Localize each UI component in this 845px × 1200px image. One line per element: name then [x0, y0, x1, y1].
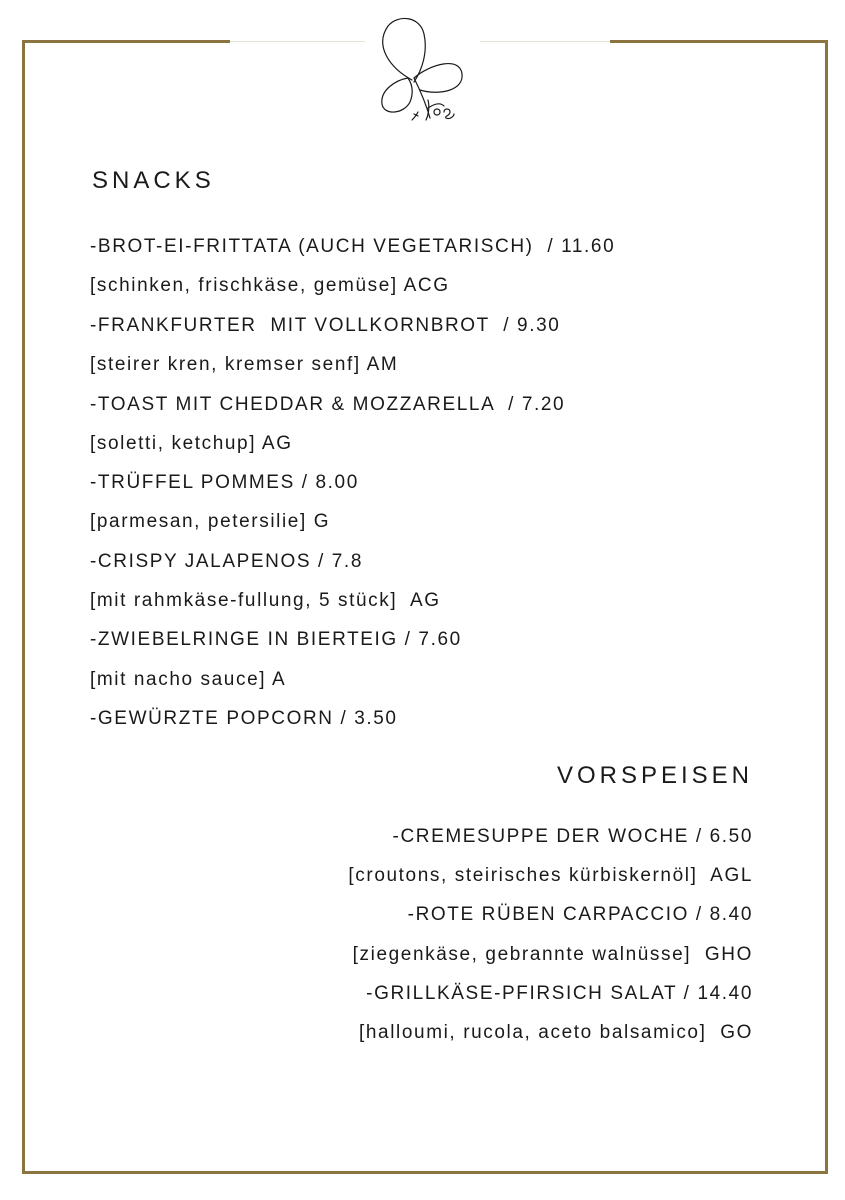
menu-item-line: -ZWIEBELRINGE IN BIERTEIG / 7.60 [90, 629, 462, 650]
menu-item-line: [schinken, frischkäse, gemüse] ACG [90, 275, 450, 296]
frame-faint-line-left [230, 41, 365, 42]
menu-item-line: -ROTE RÜBEN CARPACCIO / 8.40 [407, 904, 753, 925]
frame-bottom-border [22, 1171, 828, 1174]
frame-top-left-border [22, 40, 230, 43]
menu-item-line: [halloumi, rucola, aceto balsamico] GO [359, 1022, 753, 1043]
menu-item-line: -TOAST MIT CHEDDAR & MOZZARELLA / 7.20 [90, 394, 566, 415]
frame-faint-line-right [480, 41, 610, 42]
menu-item-line: [soletti, ketchup] AG [90, 433, 293, 454]
menu-item-line: [croutons, steirisches kürbiskernöl] AGL [348, 865, 753, 886]
menu-item-line: [steirer kren, kremser senf] AM [90, 354, 399, 375]
menu-item-line: -GRILLKÄSE-PFIRSICH SALAT / 14.40 [366, 983, 753, 1004]
menu-item-line: -CREMESUPPE DER WOCHE / 6.50 [392, 826, 753, 847]
menu-item-line: -FRANKFURTER MIT VOLLKORNBROT / 9.30 [90, 315, 561, 336]
menu-item-line: -GEWÜRZTE POPCORN / 3.50 [90, 708, 398, 729]
menu-item-line: [ziegenkäse, gebrannte walnüsse] GHO [352, 944, 753, 965]
menu-item-line: [mit rahmkäse-fullung, 5 stück] AG [90, 590, 441, 611]
menu-item-line: [mit nacho sauce] A [90, 669, 287, 690]
klee-logo [368, 8, 480, 126]
frame-top-right-border [610, 40, 828, 43]
menu-item-line: -BROT-EI-FRITTATA (AUCH VEGETARISCH) / 11.60 [90, 236, 616, 257]
menu-item-line: [parmesan, petersilie] G [90, 511, 331, 532]
snacks-heading: SNACKS [92, 167, 215, 194]
menu-item-line: -CRISPY JALAPENOS / 7.8 [90, 551, 363, 572]
frame-right-border [825, 40, 828, 1174]
menu-item-line: -TRÜFFEL POMMES / 8.00 [90, 472, 359, 493]
vorspeisen-heading: VORSPEISEN [556, 762, 753, 789]
frame-left-border [22, 40, 25, 1174]
